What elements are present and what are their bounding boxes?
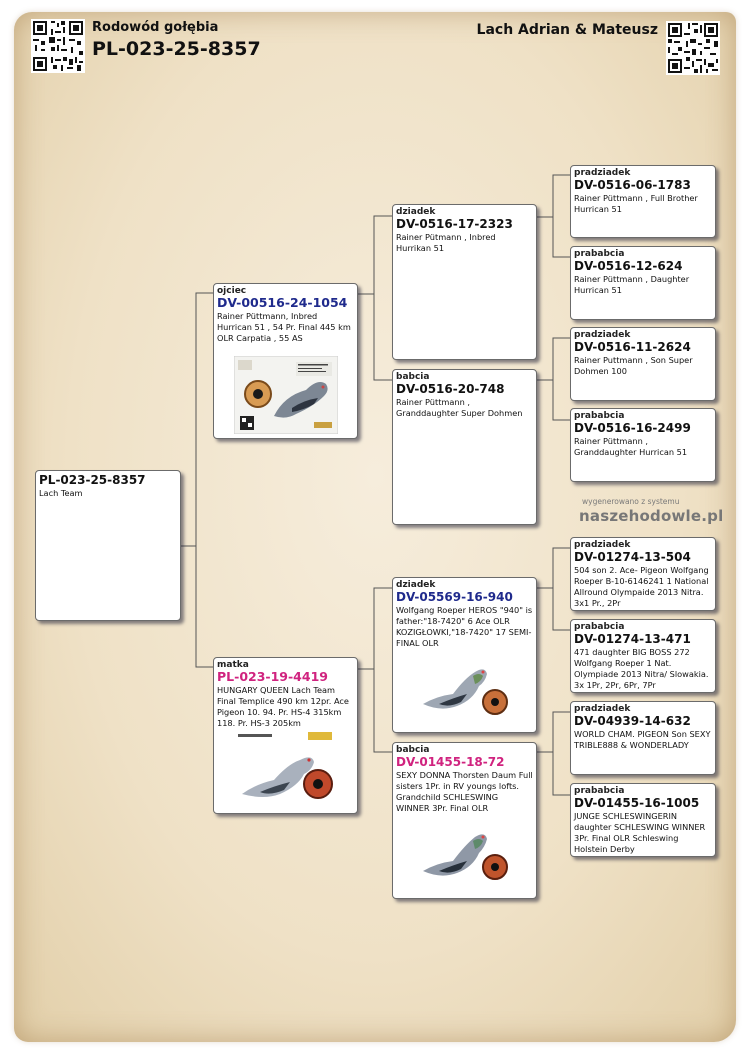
ff-role: dziadek [396,207,436,217]
ffm-ring: DV-0516-12-624 [574,259,683,273]
card-subject[interactable] [35,470,181,621]
mmf-role: pradziadek [574,704,631,714]
fff-desc: Rainer Püttmann , Full Brother Hurrican 51 [574,193,698,214]
fmm-ring: DV-0516-16-2499 [574,421,691,435]
mff-desc: 504 son 2. Ace- Pigeon Wolfgang Roeper B-10-6146241 1 National Allround Olympaide 2013 Nitra. 3x1 Pr., 2Pr [574,565,709,608]
card-ffm[interactable] [570,246,716,320]
header-subtitle: Rodowód gołębia [92,20,219,35]
mff-role: pradziadek [574,540,631,550]
card-mff[interactable] [570,537,716,611]
header-owner: Lach Adrian & Mateusz [476,22,658,38]
subject-desc: Lach Team [39,488,83,498]
fmf-desc: Rainer Puttmann , Son Super Dohmen 100 [574,355,693,376]
mff-ring: DV-01274-13-504 [574,550,691,564]
mfm-desc: 471 daughter BIG BOSS 272 Wolfgang Roeper 1 Nat. Olympiade 2013 Nitra/ Slowakia. 3x 1Pr, 2Pr, 6Pr, 7Pr [574,647,709,690]
mother-role: matka [217,660,249,670]
card-father[interactable] [213,283,358,439]
mm-pigeon-photo [417,815,513,891]
fmm-desc: Rainer Püttmann , Granddaughter Hurrican 51 [574,436,688,457]
mmf-desc: WORLD CHAM. PIGEON Son SEXY TRIBLE888 & WONDERLADY [574,729,711,750]
card-mmf[interactable] [570,701,716,775]
fm-ring: DV-0516-20-748 [396,382,505,396]
card-fff[interactable] [570,165,716,238]
mf-desc: Wolfgang Roeper HEROS "940" is father:"18-7420" 6 Ace OLR KOZIGŁOWKI,"18-7420" 17 SEMI-FINAL OLR [396,605,533,648]
fff-ring: DV-0516-06-1783 [574,178,691,192]
brand-link[interactable]: naszehodowle.pl [579,507,724,525]
mf-role: dziadek [396,580,436,590]
fm-desc: Rainer Püttmann , Granddaughter Super Dohmen [396,397,523,418]
fmm-role: prababcia [574,411,625,421]
father-ring: DV-00516-24-1054 [217,295,348,310]
father-pedigree-card-image [234,356,338,438]
mmm-ring: DV-01455-16-1005 [574,796,700,810]
generated-by-label: wygenerowano z systemu [582,497,680,506]
mm-role: babcia [396,745,430,755]
mmm-role: prababcia [574,786,625,796]
fmf-role: pradziadek [574,330,631,340]
mf-pigeon-photo [417,650,513,726]
mother-pigeon-photo [234,730,338,812]
card-maternal-grandmother[interactable] [392,742,537,899]
father-desc: Rainer Püttmann, Inbred Hurrican 51 , 54 Pr. Final 445 km OLR Carpatia , 55 AS [217,311,351,343]
mmf-ring: DV-04939-14-632 [574,714,691,728]
card-fmm[interactable] [570,408,716,482]
ffm-role: prababcia [574,249,625,259]
fm-role: babcia [396,372,430,382]
father-role: ojciec [217,286,247,296]
card-paternal-grandmother[interactable] [392,369,537,525]
card-mfm[interactable] [570,619,716,693]
mfm-role: prababcia [574,622,625,632]
mf-ring: DV-05569-16-940 [396,590,513,604]
fmf-ring: DV-0516-11-2624 [574,340,691,354]
mmm-desc: JUNGE SCHLESWINGERIN daughter SCHLESWING WINNER 3Pr. Final OLR Schleswing Holstein Derby [574,811,706,854]
card-paternal-grandfather[interactable] [392,204,537,360]
subject-ring: PL-023-25-8357 [39,473,146,487]
card-mmm[interactable] [570,783,716,857]
ffm-desc: Rainer Püttmann , Daughter Hurrican 51 [574,274,690,295]
fff-role: pradziadek [574,168,631,178]
mother-desc: HUNGARY QUEEN Lach Team Final Templice 490 km 12pr. Ace Pigeon 10. 94. Pr. HS-4 315km 118. Pr. HS-3 205km [217,685,349,728]
card-maternal-grandfather[interactable] [392,577,537,733]
mm-ring: DV-01455-18-72 [396,755,505,769]
mother-ring: PL-023-19-4419 [217,669,328,684]
mfm-ring: DV-01274-13-471 [574,632,691,646]
mm-desc: SEXY DONNA Thorsten Daum Full sisters 1Pr. in RV youngs lofts. Grandchild SCHLESWING WINNER 3Pr. Final OLR [396,770,533,813]
ff-ring: DV-0516-17-2323 [396,217,513,231]
header-ring-number: PL-023-25-8357 [92,38,261,60]
card-fmf[interactable] [570,327,716,401]
card-mother[interactable] [213,657,358,814]
ff-desc: Rainer Pütmann , Inbred Hurrikan 51 [396,232,496,253]
